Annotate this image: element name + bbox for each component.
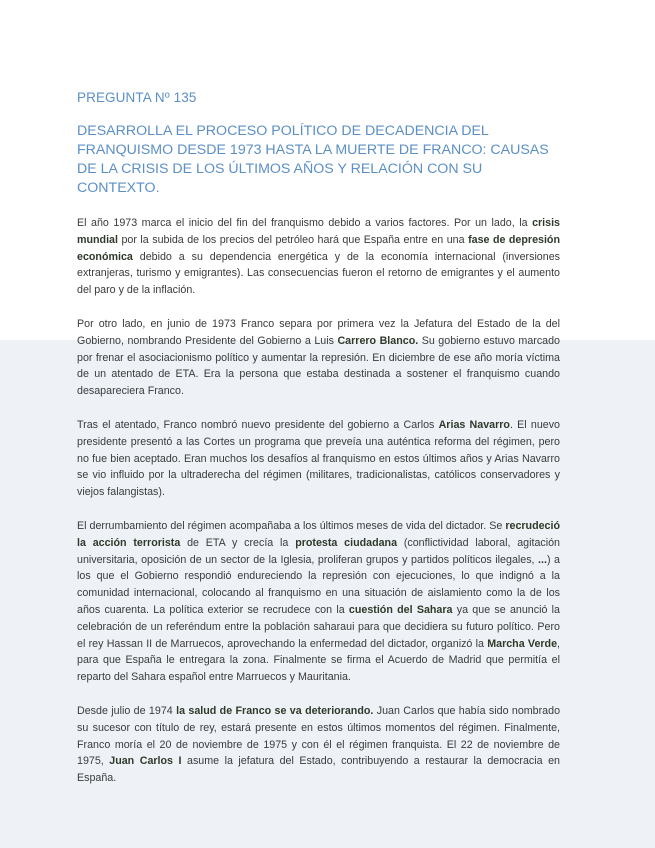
paragraph — [77, 215, 560, 299]
bold-text: recrudeció la acción terrorista — [77, 519, 560, 549]
document-page — [77, 90, 560, 804]
text-run: ya que se anunció la celebración de un referéndum entre la población saharaui para que decidiera su futuro político. Pero el rey Hassan II de Marruecos, aprovechando la enfermedad del dictador, organizó la — [77, 603, 560, 650]
text-run: Su gobierno estuvo marcado por frenar el asociacionismo político y aumentar la represión. En diciembre de ese año moría víctima de un atentado de ETA. Era la persona que estaba destinada a sostener el franquismo cuando desapareciera Franco. — [77, 334, 560, 398]
bold-text: ... — [538, 553, 547, 566]
bold-text: fase de depresión económica — [77, 233, 560, 263]
bold-text: protesta ciudadana — [295, 536, 398, 549]
text-run: Por otro lado, en junio de 1973 Franco separa por primera vez la Jefatura del Estado de la del Gobierno, nombrando Presidente del Gobierno a Luis — [77, 317, 560, 347]
question-number: PREGUNTA Nº 135 — [77, 90, 197, 105]
text-run: por la subida de los precios del petróleo hará que España entre en una — [117, 233, 469, 246]
question-title: DESARROLLA EL PROCESO POLÍTICO DE DECADENCIA DEL FRANQUISMO DESDE 1973 HASTA LA MUERTE DE FRANCO: CAUSAS DE LA CRISIS DE LOS ÚLTIMOS AÑOS Y RELACIÓN CON SU CONTEXTO. — [77, 123, 549, 196]
text-run: Juan Carlos que había sido nombrado su sucesor con título de rey, estará presente en estos últimos momentos del régimen. Finalmente, Franco moría el 20 de noviembre de 1975 y con él el régimen franquista. El 22 de noviembre de 1975, — [77, 704, 561, 768]
paragraph — [77, 316, 560, 400]
text-run: (conflictividad laboral, agitación universitaria, oposición de un sector de la Iglesia, proliferan grupos y partidos políticos ilegales, — [77, 536, 560, 566]
text-run: debido a su dependencia energética y de la economía internacional (inversiones extranjeras, turismo y emigrantes). Las consecuencias fueron el retorno de emigrantes y el aumento del paro y de la inflación. — [77, 250, 560, 297]
paragraph — [77, 417, 560, 501]
document-body — [77, 215, 560, 787]
text-run: asume la jefatura del Estado, contribuyendo a restaurar la democracia en España. — [77, 755, 560, 785]
text-run: El derrumbamiento del régimen acompañaba a los últimos meses de vida del dictador. Se — [77, 519, 506, 532]
bold-text: Arias Navarro — [438, 418, 510, 431]
text-run: . El nuevo presidente presentó a las Cortes un programa que preveía una auténtica reforma del régimen, pero no fue bien aceptado. Eran muchos los desafíos al franquismo en estos últimos años y Arias Navarro se vio influido por la ultraderecha del régimen (militares, tradicionalistas, católicos conservadores y viejos falangistas). — [77, 418, 560, 499]
paragraph — [77, 703, 560, 787]
text-run: Tras el atentado, Franco nombró nuevo presidente del gobierno a Carlos — [77, 418, 439, 431]
bold-text: Juan Carlos I — [109, 755, 182, 768]
bold-text: la salud de Franco se va deteriorando. — [176, 704, 374, 717]
text-run: Desde julio de 1974 — [77, 704, 177, 717]
paragraph — [77, 518, 560, 686]
bold-text: crisis mundial — [77, 217, 560, 246]
bold-text: Carrero Blanco. — [337, 334, 419, 347]
text-run: El año 1973 marca el inicio del fin del franquismo debido a varios factores. Por un lado, la — [77, 217, 533, 229]
text-run: , para que España le entregara la zona. Finalmente se firma el Acuerdo de Madrid que permitía el reparto del Sahara español entre Marruecos y Mauritania. — [77, 637, 561, 684]
bold-text: cuestión del Sahara — [348, 603, 453, 616]
text-run: ) a los que el Gobierno respondió endureciendo la represión con ejecuciones, lo que indignó a la comunidad internacional, colocando al franquismo en una situación de aislamiento como la de los años cuarenta. La política exterior se recrudece con la — [77, 553, 560, 616]
text-run: de ETA y crecía la — [180, 536, 296, 549]
bold-text: Marcha Verde — [487, 637, 558, 650]
